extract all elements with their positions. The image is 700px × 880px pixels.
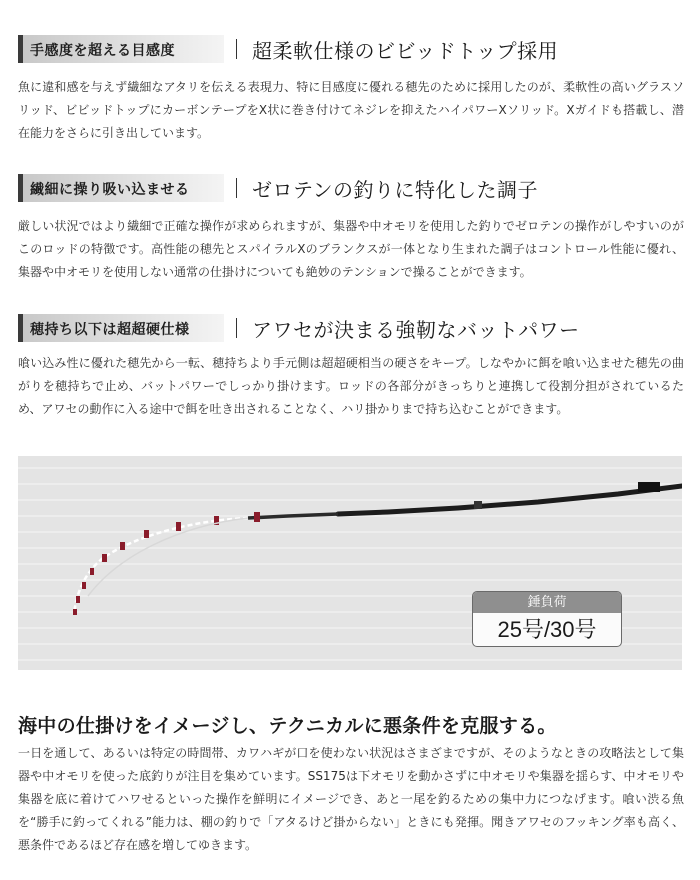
section-tag: [18, 35, 224, 63]
header-divider: [236, 318, 237, 338]
section-body: 魚に違和感を与えず繊細なアタリを伝える表現力、特に目感度に優れる穂先のために採用したのが、柔軟性の高いグラスソリッド、ビビッドトップにカーボンテープをX状に巻き付けてネジレを抑えたハイパワーXソリッド。Xガイドも搭載し、潜在能力をさらに引き出しています。: [18, 80, 684, 140]
weight-load-value: 25号/30号: [497, 617, 597, 642]
rod-joint: [474, 501, 482, 509]
bottom-body: 一日を通して、あるいは特定の時間帯、カワハギが口を使わない状況はさまざまですが、そのようなときの攻略法として集器や中オモリを使った底釣りが注目を集めています。SS175は下オモリを動かさずに中オモリや集器を揺らす、中オモリや集器を底に着けてハワせるといった操作を鮮明にイメージでき、あと一尾を釣るための集中力につなげます。喰い渋る魚を“勝手に釣ってくれる”能力は、棚の釣りで「アタるけど掛からない」ときにも発揮。聞きアワセのフッキング率も高く、悪条件であるほど存在感を増してゆきます。: [18, 746, 684, 852]
feature-section-2: [0, 174, 700, 206]
section-header: [0, 35, 700, 67]
section-headline: ゼロテンの釣りに特化した調子: [252, 178, 538, 202]
section-header: [0, 174, 700, 206]
section-tag: [18, 174, 224, 202]
feature-section-1: [0, 35, 700, 67]
rod-bend-photo: [18, 456, 682, 670]
section-body: 喰い込み性に優れた穂先から一転、穂持ちより手元側は超超硬相当の硬さをキープ。しなやかに餌を喰い込ませた穂先の曲がりを穂持ちで止め、バットパワーでしっかり掛けます。ロッドの各部分がきっちりと連携して役割分担がされているため、アワセの動作に入る途中で餌を吐き出されることなく、ハリ掛かりまで持ち込むことができます。: [18, 356, 684, 416]
section-body: 厳しい状況ではより繊細で正確な操作が求められますが、集器や中オモリを使用した釣りでゼロテンの操作がしやすいのがこのロッドの特徴です。高性能の穂先とスパイラルXのブランクスが一体となり生まれた調子はコントロール性能に優れ、集器や中オモリを使用しない通常の仕掛けについても絶妙のテンションで操ることができます。: [18, 219, 684, 279]
weight-load-box: [472, 591, 622, 647]
section-headline: 超柔軟仕様のビビッドトップ採用: [252, 39, 559, 63]
section-tag-label: 繊細に操り吸い込ませる: [30, 182, 190, 198]
header-divider: [236, 39, 237, 59]
section-tag-label: 穂持ち以下は超超硬仕様: [30, 322, 190, 338]
section-header: [0, 314, 700, 346]
section-headline: アワセが決まる強靭なバットパワー: [252, 318, 580, 342]
feature-section-3: [0, 314, 700, 346]
bottom-heading: 海中の仕掛けをイメージし、テクニカルに悪条件を克服する。: [18, 715, 557, 737]
tag-accent-bar: [18, 314, 23, 342]
tag-accent-bar: [18, 35, 23, 63]
weight-load-label: 錘負荷: [473, 592, 621, 613]
tag-accent-bar: [18, 174, 23, 202]
section-tag: [18, 314, 224, 342]
header-divider: [236, 178, 237, 198]
section-tag-label: 手感度を超える目感度: [30, 43, 175, 59]
reel-seat: [638, 482, 660, 492]
rod-mid: [248, 514, 338, 518]
